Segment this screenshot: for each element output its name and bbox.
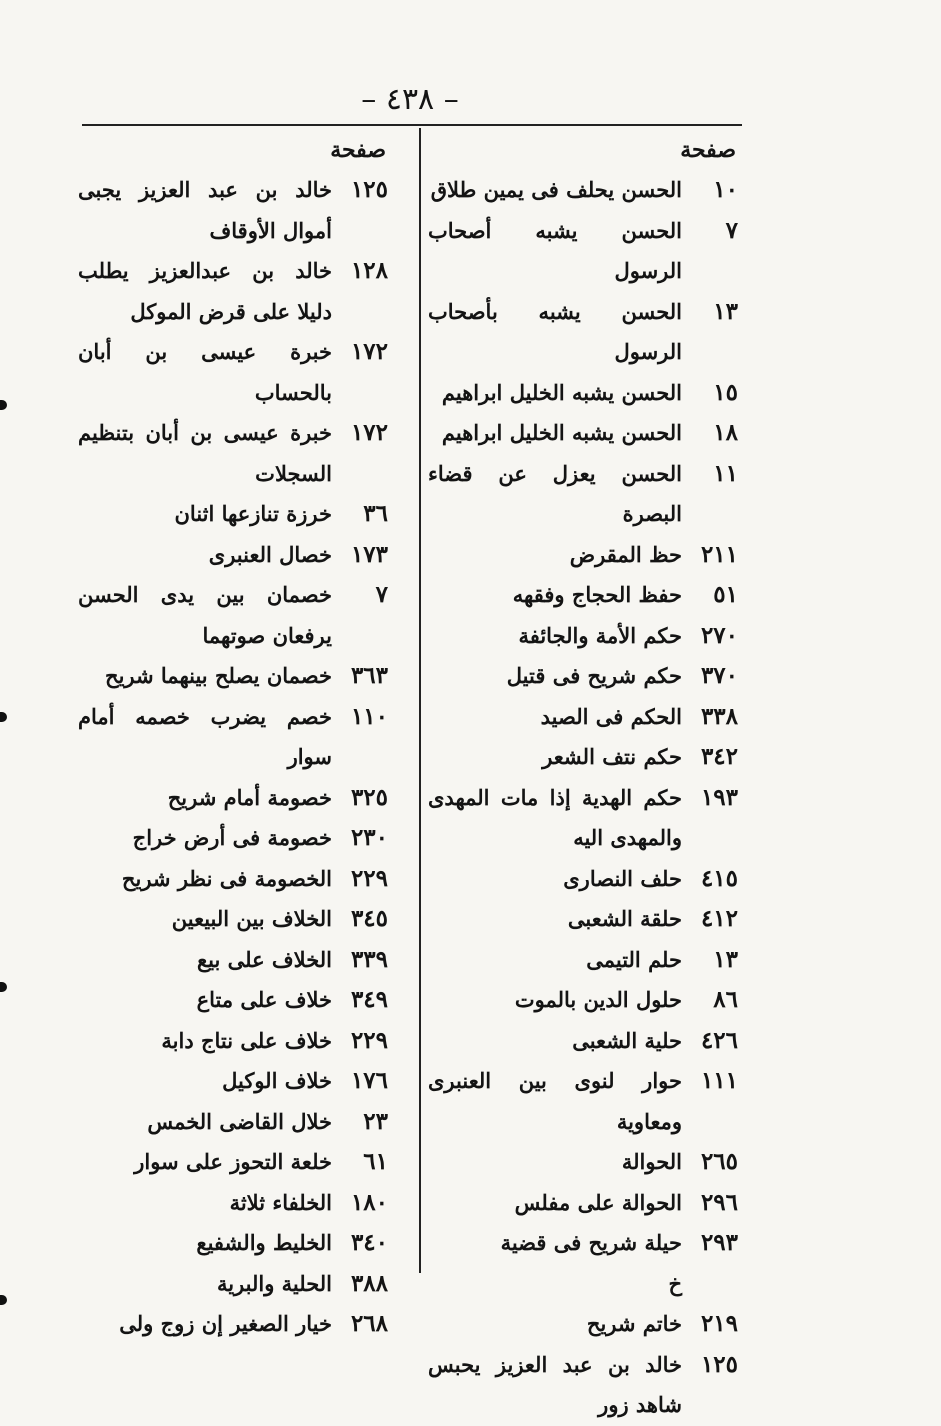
index-entry bbox=[78, 332, 390, 413]
page-number: – ٤٣٨ – bbox=[361, 82, 459, 117]
column-divider bbox=[419, 128, 421, 1273]
entry-title: حلية الشعبى bbox=[572, 1027, 682, 1053]
entry-title: خصم يضرب خصمه أمام سوار bbox=[78, 703, 332, 769]
entry-page-number: ٧ bbox=[375, 581, 388, 608]
index-entry bbox=[428, 656, 740, 697]
entry-title: الحسن يشبه بأصحاب الرسول bbox=[428, 298, 682, 364]
header-rule bbox=[82, 124, 742, 126]
entry-page-number bbox=[682, 1264, 740, 1304]
index-entry bbox=[78, 940, 390, 981]
entry-page-number: ١٨٠ bbox=[350, 1188, 388, 1216]
entry-page-number: ٣٤٩ bbox=[350, 986, 388, 1013]
index-entry bbox=[78, 1183, 390, 1224]
index-entry bbox=[428, 859, 740, 900]
index-entry bbox=[78, 535, 390, 576]
edge-mark bbox=[0, 400, 7, 410]
entry-page-number: ١٥ bbox=[713, 378, 738, 406]
index-entry bbox=[428, 1021, 740, 1062]
entry-title: حكم شريح فى قتيل bbox=[506, 663, 682, 688]
index-entry bbox=[428, 980, 740, 1021]
entry-page-number: ١٩٣ bbox=[700, 783, 738, 811]
entry-title: الخليط والشفيع bbox=[196, 1230, 332, 1255]
index-entry bbox=[78, 1223, 390, 1264]
entry-title: خ bbox=[668, 1270, 682, 1296]
entry-title: الخلفاء ثلاثة bbox=[229, 1189, 332, 1215]
entry-page-number: ١٠ bbox=[713, 176, 738, 203]
entry-page-number: ١٣ bbox=[713, 297, 738, 325]
entry-title: حوار لنوى بين العنبرى ومعاوية bbox=[428, 1068, 682, 1134]
entry-title: حيلة شريح فى قضية bbox=[500, 1230, 682, 1255]
index-entry bbox=[428, 1142, 740, 1183]
index-entry bbox=[428, 454, 740, 535]
edge-mark bbox=[0, 1295, 7, 1305]
column-header: صفحة bbox=[680, 137, 736, 163]
entry-title: الحسن يشبه الخليل ابراهيم bbox=[441, 379, 682, 405]
index-entry bbox=[428, 616, 740, 657]
entry-page-number: ٦١ bbox=[363, 1148, 388, 1175]
entry-page-number: ٣٤٠ bbox=[350, 1229, 388, 1256]
entry-title: خبرة عيسى بن أبان بتنظيم السجلات bbox=[78, 420, 332, 486]
index-entry bbox=[78, 1021, 390, 1062]
index-entry bbox=[78, 1061, 390, 1102]
index-entry bbox=[428, 940, 740, 981]
entry-page-number: ٣٨٨ bbox=[350, 1269, 388, 1297]
index-entry bbox=[78, 494, 390, 535]
entry-page-number: ١٢٥ bbox=[700, 1350, 738, 1378]
index-entry bbox=[428, 292, 740, 373]
entry-page-number: ٢٩٣ bbox=[700, 1229, 738, 1256]
entry-title: خلاف على متاع bbox=[196, 987, 332, 1012]
entry-page-number: ٢١٩ bbox=[700, 1310, 738, 1337]
entry-page-number: ١٧٣ bbox=[350, 540, 388, 568]
index-entry bbox=[78, 859, 390, 900]
entry-title: الحسن يحلف فى يمين طلاق bbox=[430, 177, 682, 202]
index-entry bbox=[428, 1264, 740, 1305]
entry-page-number: ٤١٥ bbox=[700, 864, 738, 892]
entry-title: حكم الهدية إذا مات المهدى والمهدى اليه bbox=[428, 784, 682, 850]
entry-title: خاتم شريح bbox=[586, 1311, 682, 1336]
entry-title: خصومة فى أرض خراج bbox=[132, 825, 332, 850]
entry-page-number: ٢٣٠ bbox=[350, 824, 388, 851]
index-entry bbox=[78, 697, 390, 778]
entry-title: خصومة أمام شريح bbox=[167, 784, 332, 810]
entry-page-number: ٧ bbox=[725, 216, 738, 244]
entry-title: الحسن يشبه الخليل ابراهيم bbox=[441, 420, 682, 445]
entry-title: خلال القاضى الخمس bbox=[147, 1108, 332, 1134]
index-entry bbox=[78, 251, 390, 332]
entry-page-number: ٢٦٥ bbox=[700, 1148, 738, 1175]
entry-title: حلقة الشعبى bbox=[567, 906, 682, 931]
entry-title: خلاف الوكيل bbox=[222, 1068, 332, 1093]
entry-title: الخصومة فى نظر شريح bbox=[121, 865, 332, 891]
entry-title: الحسن يعزل عن قضاء البصرة bbox=[428, 460, 682, 526]
entry-title: حكم نتف الشعر bbox=[542, 744, 682, 769]
entry-title: خصال العنبرى bbox=[208, 541, 332, 567]
index-entry bbox=[428, 1223, 740, 1264]
entry-title: حلول الدين بالموت bbox=[514, 987, 682, 1012]
index-entry bbox=[428, 1304, 740, 1345]
entry-title: خصمان بين يدى الحسن يرفعان صوتهما bbox=[78, 582, 332, 648]
index-entry bbox=[428, 535, 740, 576]
entry-list bbox=[428, 170, 740, 1426]
entry-page-number: ١١ bbox=[713, 459, 738, 487]
index-entry bbox=[428, 575, 740, 616]
entry-page-number: ٢٢٩ bbox=[350, 1026, 388, 1054]
index-entry bbox=[428, 737, 740, 778]
entry-page-number: ٣٣٩ bbox=[350, 945, 388, 973]
entry-page-number: ١٣ bbox=[713, 945, 738, 973]
entry-page-number: ٣٧٠ bbox=[700, 662, 738, 689]
entry-title: خالد بن عبدالعزيز يطلب دليلا على قرض الموكل bbox=[78, 258, 332, 324]
entry-page-number: ٢٩٦ bbox=[700, 1188, 738, 1216]
entry-page-number: ١٧٦ bbox=[350, 1067, 388, 1094]
entry-page-number: ٣٤٥ bbox=[350, 905, 388, 932]
entry-page-number: ٤٢٦ bbox=[700, 1026, 738, 1054]
entry-title: الحسن يشبه أصحاب الرسول bbox=[428, 217, 682, 283]
column-header: صفحة bbox=[330, 137, 386, 163]
entry-page-number: ١٨ bbox=[713, 419, 738, 446]
index-column-right bbox=[428, 130, 740, 1426]
entry-title: خالد بن عبد العزيز يحبس شاهد زور bbox=[428, 1351, 682, 1417]
entry-title: حظ المقرض bbox=[569, 541, 682, 567]
entry-title: خصمان يصلح بينهما شريح bbox=[105, 663, 332, 688]
index-entry bbox=[428, 697, 740, 738]
entry-page-number: ٣٢٥ bbox=[350, 783, 388, 811]
entry-page-number: ١٧٢ bbox=[350, 338, 388, 365]
index-entry bbox=[78, 575, 390, 656]
index-entry bbox=[78, 778, 390, 819]
entry-page-number: ٣٦٣ bbox=[350, 662, 388, 689]
index-entry bbox=[428, 170, 740, 211]
index-entry bbox=[428, 1345, 740, 1426]
index-entry bbox=[428, 413, 740, 454]
entry-title: حكم الأمة والجائفة bbox=[518, 622, 682, 648]
index-entry bbox=[78, 980, 390, 1021]
entry-title: خيار الصغير إن زوج ولى bbox=[119, 1311, 332, 1336]
index-entry bbox=[428, 778, 740, 859]
entry-page-number: ١١٠ bbox=[350, 702, 388, 730]
index-entry bbox=[78, 1264, 390, 1305]
entry-page-number: ٣٤٢ bbox=[700, 743, 738, 770]
entry-title: حلم التيمى bbox=[586, 946, 682, 972]
entry-page-number: ١٢٥ bbox=[350, 176, 388, 203]
entry-title: خالد بن عبد العزيز يجبى أموال الأوقاف bbox=[78, 177, 332, 243]
entry-list bbox=[78, 170, 390, 1345]
entry-title: الحوالة bbox=[621, 1149, 682, 1174]
index-entry bbox=[78, 1102, 390, 1143]
edge-mark bbox=[0, 982, 7, 992]
entry-page-number: ٣٣٨ bbox=[700, 702, 738, 730]
index-entry bbox=[428, 1183, 740, 1224]
entry-page-number: ٤١٢ bbox=[700, 905, 738, 932]
entry-title: خلاف على نتاج دابة bbox=[161, 1027, 332, 1053]
entry-page-number: ٢١١ bbox=[700, 540, 738, 568]
entry-title: الحكم فى الصيد bbox=[540, 703, 682, 729]
index-column-left bbox=[78, 130, 390, 1345]
index-entry bbox=[78, 170, 390, 251]
index-entry bbox=[78, 1142, 390, 1183]
entry-page-number: ٥١ bbox=[713, 581, 738, 608]
entry-page-number: ٢٧٠ bbox=[700, 621, 738, 649]
entry-title: حفظ الحجاج وفقهه bbox=[512, 582, 682, 607]
entry-page-number: ٢٢٩ bbox=[350, 864, 388, 892]
entry-title: الحوالة على مفلس bbox=[514, 1189, 682, 1215]
index-entry bbox=[428, 211, 740, 292]
index-entry bbox=[428, 373, 740, 414]
entry-title: خلعة التحوز على سوار bbox=[134, 1149, 332, 1174]
edge-mark bbox=[0, 712, 7, 722]
entry-title: حلف النصارى bbox=[563, 865, 682, 891]
entry-page-number: ٨٦ bbox=[713, 986, 738, 1013]
entry-title: الخلاف بين البيعين bbox=[171, 906, 332, 931]
index-entry bbox=[78, 899, 390, 940]
entry-title: خبرة عيسى بن أبان بالحساب bbox=[78, 339, 332, 405]
entry-page-number: ١١١ bbox=[700, 1067, 738, 1094]
index-entry bbox=[428, 1061, 740, 1142]
entry-page-number: ٢٣ bbox=[363, 1107, 388, 1135]
entry-title: خرزة تنازعها اثنان bbox=[174, 501, 332, 526]
entry-title: الخلاف على بيع bbox=[196, 946, 332, 972]
entry-page-number: ٢٦٨ bbox=[350, 1310, 388, 1337]
entry-title: الحلية والبرية bbox=[216, 1270, 332, 1296]
index-entry bbox=[78, 1304, 390, 1345]
index-entry bbox=[78, 656, 390, 697]
entry-page-number: ١٧٢ bbox=[350, 419, 388, 446]
index-entry bbox=[78, 818, 390, 859]
index-entry bbox=[428, 899, 740, 940]
entry-page-number: ١٢٨ bbox=[350, 257, 388, 284]
index-entry bbox=[78, 413, 390, 494]
entry-page-number: ٣٦ bbox=[363, 500, 388, 527]
